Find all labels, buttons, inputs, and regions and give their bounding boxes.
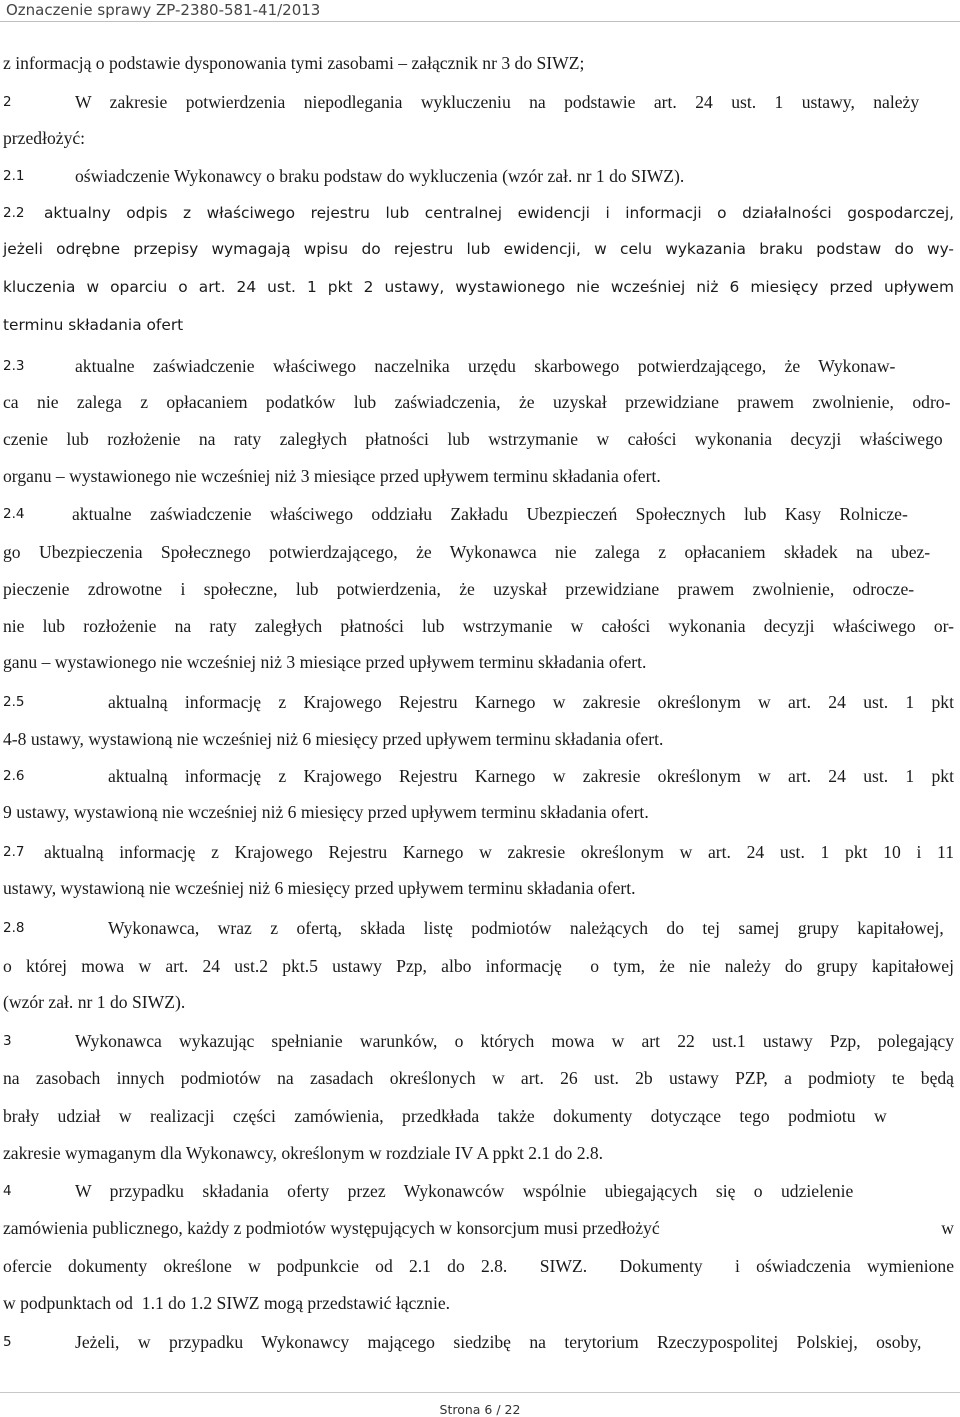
line-text: Jeżeli, w przypadku Wykonawcy mającego siedzibę na terytorium Rzeczypospolitej Polskiej, osoby,	[75, 1332, 922, 1352]
text-line	[0, 536, 960, 568]
line-text: z informacją o podstawie dysponowania tymi zasobami – załącznik nr 3 do SIWZ;	[3, 53, 585, 73]
text-line	[0, 309, 960, 341]
line-tail-word: w	[941, 1218, 954, 1238]
line-text: aktualną informację z Krajowego Rejestru Karnego w zakresie określonym w art. 24 ust. 1 pkt	[108, 692, 954, 712]
text-line	[0, 233, 960, 265]
section-number: 3	[3, 1033, 12, 1049]
line-text: W zakresie potwierdzenia niepodlegania wykluczeniu na podstawie art. 24 ust. 1 ustawy, należy	[75, 92, 920, 112]
text-line	[0, 423, 960, 455]
line-text: pieczenie zdrowotne i społeczne, lub potwierdzenia, że uzyskał przewidziane prawem zwolnienie, odrocze-	[3, 579, 915, 599]
line-text: nie lub rozłożenie na raty zaległych płatności lub wstrzymanie w całości wykonania decyzji właściwego or-	[3, 616, 954, 636]
text-line	[0, 1212, 960, 1244]
line-text: ofercie dokumenty określone w podpunkcie od 2.1 do 2.8. SIWZ. Dokumenty i oświadczenia wymienione	[3, 1256, 954, 1276]
line-text: zamówienia publicznego, każdy z podmiotów występujących w konsorcjum musi przedłożyć	[3, 1218, 660, 1238]
page-header	[0, 0, 960, 22]
line-text: o której mowa w art. 24 ust.2 pkt.5 ustawy Pzp, albo informację o tym, że nie należy do grupy kapitałowej	[3, 956, 954, 976]
text-line	[0, 1025, 960, 1057]
line-text: (wzór zał. nr 1 do SIWZ).	[3, 992, 186, 1012]
text-line	[0, 796, 960, 828]
text-line	[0, 498, 960, 530]
line-text: jeżeli odrębne przepisy wymagają wpisu do rejestru lub ewidencji, w celu wykazania braku podstaw do wy-	[3, 240, 954, 258]
text-line	[0, 912, 960, 944]
line-text: zakresie wymaganym dla Wykonawcy, określonym w rozdziale IV A ppkt 2.1 do 2.8.	[3, 1143, 604, 1163]
text-line	[0, 573, 960, 605]
line-text: W przypadku składania oferty przez Wykonawców wspólnie ubiegających się o udzielenie	[75, 1181, 854, 1201]
line-text: w podpunktach od 1.1 do 1.2 SIWZ mogą przedstawić łącznie.	[3, 1293, 451, 1313]
section-number: 4	[3, 1183, 12, 1199]
line-text: aktualne zaświadczenie właściwego oddziału Zakładu Ubezpieczeń Społecznych lub Kasy Rolnicze-	[72, 504, 908, 524]
case-reference: Oznaczenie sprawy ZP-2380-581-41/2013	[6, 1, 321, 19]
text-line	[0, 836, 960, 868]
line-text: organu – wystawionego nie wcześniej niż 3 miesiące przed upływem terminu składania ofert.	[3, 466, 661, 486]
text-line	[0, 86, 960, 118]
text-line	[0, 872, 960, 904]
text-line	[0, 686, 960, 718]
section-number: 2.8	[3, 920, 25, 936]
line-text: oświadczenie Wykonawcy o braku podstaw do wykluczenia (wzór zał. nr 1 do SIWZ).	[75, 166, 685, 186]
line-text: brały udział w realizacji części zamówienia, przedkłada także dokumenty dotyczące tego podmiotu w	[3, 1106, 887, 1126]
text-line	[0, 1137, 960, 1169]
line-text: aktualny odpis z właściwego rejestru lub centralnej ewidencji i informacji o działalności gospodarczej,	[44, 204, 954, 222]
text-line	[0, 460, 960, 492]
line-text: ganu – wystawionego nie wcześniej niż 3 miesiące przed upływem terminu składania ofert.	[3, 652, 647, 672]
section-number: 2.7	[3, 844, 25, 860]
line-text: Wykonawca, wraz z ofertą, składa listę podmiotów należących do tej samej grupy kapitałowej,	[108, 918, 944, 938]
line-text: czenie lub rozłożenie na raty zaległych płatności lub wstrzymanie w całości wykonania decyzji właściwego	[3, 429, 943, 449]
text-line	[0, 160, 960, 192]
text-line	[0, 122, 960, 154]
line-text: aktualną informację z Krajowego Rejestru Karnego w zakresie określonym w art. 24 ust. 1 pkt	[108, 766, 954, 786]
section-number: 2.4	[3, 506, 25, 522]
line-text: na zasobach innych podmiotów na zasadach określonych w art. 26 ust. 2b ustawy PZP, a podmioty te będą	[3, 1068, 954, 1088]
text-line	[0, 1062, 960, 1094]
line-text: terminu składania ofert	[3, 316, 184, 334]
text-line	[0, 1175, 960, 1207]
line-text: 4-8 ustawy, wystawioną nie wcześniej niż 6 miesięcy przed upływem terminu składania ofert.	[3, 729, 664, 749]
text-line	[0, 950, 960, 982]
footer-divider	[0, 1392, 960, 1393]
section-number: 2.5	[3, 694, 25, 710]
text-line	[0, 1287, 960, 1319]
line-text: kluczenia w oparciu o art. 24 ust. 1 pkt 2 ustawy, wystawionego nie wcześniej niż 6 miesięcy przed upływem	[3, 278, 954, 296]
text-line	[0, 760, 960, 792]
line-text: 9 ustawy, wystawioną nie wcześniej niż 6 miesięcy przed upływem terminu składania ofert.	[3, 802, 649, 822]
line-text: przedłożyć:	[3, 128, 86, 148]
text-line	[0, 1250, 960, 1282]
text-line	[0, 386, 960, 418]
page-number: Strona 6 / 22	[439, 1402, 521, 1417]
text-line	[0, 986, 960, 1018]
text-line	[0, 197, 960, 229]
line-text: aktualną informację z Krajowego Rejestru Karnego w zakresie określonym w art. 24 ust. 1 pkt 10 i 11	[44, 842, 954, 862]
section-number: 2	[3, 94, 12, 110]
line-text: ca nie zalega z opłacaniem podatków lub zaświadczenia, że uzyskał przewidziane prawem zwolnienie, odro-	[3, 392, 951, 412]
section-number: 5	[3, 1334, 12, 1350]
text-line	[0, 350, 960, 382]
text-line	[0, 1326, 960, 1358]
text-line	[0, 271, 960, 303]
section-number: 2.6	[3, 768, 25, 784]
text-line	[0, 610, 960, 642]
text-line	[0, 47, 960, 79]
line-text: Wykonawca wykazując spełnianie warunków, o których mowa w art 22 ust.1 ustawy Pzp, polegający	[75, 1031, 954, 1051]
text-line	[0, 1100, 960, 1132]
section-number: 2.2	[3, 205, 25, 221]
text-line	[0, 723, 960, 755]
section-number: 2.3	[3, 358, 25, 374]
line-text: go Ubezpieczenia Społecznego potwierdzającego, że Wykonawca nie zalega z opłacaniem składek na ubez-	[3, 542, 931, 562]
text-line	[0, 646, 960, 678]
line-text: aktualne zaświadczenie właściwego naczelnika urzędu skarbowego potwierdzającego, że Wykonaw-	[75, 356, 896, 376]
section-number: 2.1	[3, 168, 25, 184]
line-text: ustawy, wystawioną nie wcześniej niż 6 miesięcy przed upływem terminu składania ofert.	[3, 878, 636, 898]
